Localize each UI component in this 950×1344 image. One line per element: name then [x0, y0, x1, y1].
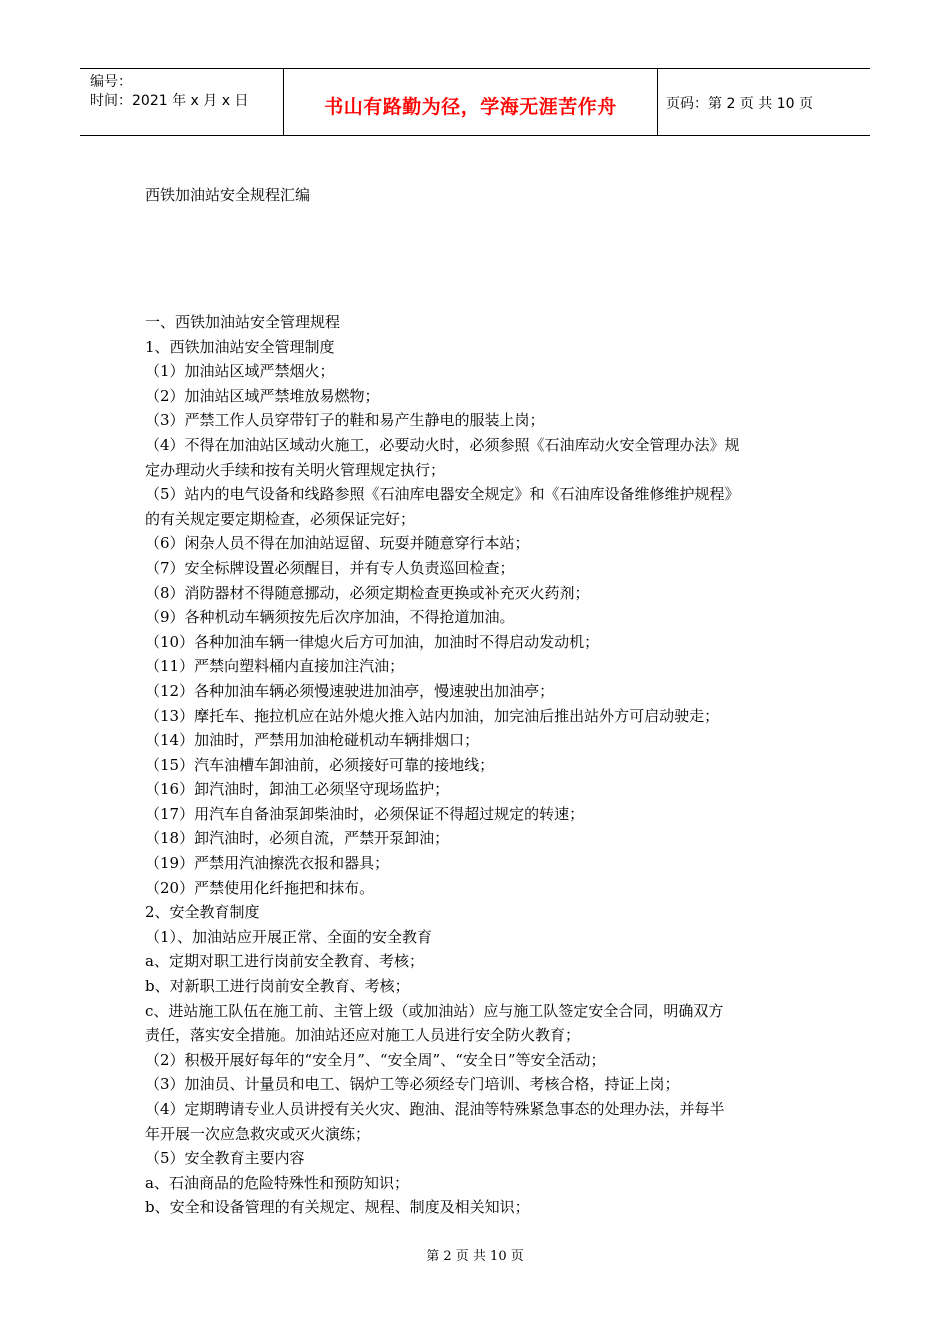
body-text-line: （18）卸汽油时，必须自流，严禁开泵卸油；	[145, 829, 450, 848]
body-text-line: （5）安全教育主要内容	[145, 1149, 305, 1168]
body-text-line: （4）定期聘请专业人员讲授有关火灾、跑油、混油等特殊紧急事态的处理办法，并每半	[145, 1100, 725, 1118]
body-text-line: （17）用汽车自备油泵卸柴油时，必须保证不得超过规定的转速；	[145, 804, 585, 823]
body-text-line: （3）加油员、计量员和电工、锅炉工等必须经专门培训、考核合格，持证上岗；	[145, 1075, 680, 1094]
header-page-info: 页码：第 2 页 共 10 页	[666, 96, 813, 112]
body-text-line: （19）严禁用汽油擦洗衣报和器具；	[145, 854, 390, 873]
document-number-label: 编号：	[90, 74, 132, 90]
header-meta	[80, 69, 283, 135]
body-text-line: c、进站施工队伍在施工前、主管上级（或加油站）应与施工队签定安全合同，明确双方	[145, 1001, 724, 1020]
body-text-line: 1、西铁加油站安全管理制度	[145, 337, 335, 356]
body-text-line: 2、安全教育制度	[145, 903, 260, 922]
body-text-line: 的有关规定要定期检查，必须保证完好；	[145, 509, 416, 528]
body-text-line: b、安全和设备管理的有关规定、规程、制度及相关知识；	[145, 1198, 530, 1217]
body-text-line: （13）摩托车、拖拉机应在站外熄火推入站内加油，加完油后推出站外方可启动驶走；	[145, 706, 720, 725]
body-text-line: 一、西铁加油站安全管理规程	[145, 313, 341, 331]
body-text-line: 年开展一次应急救灾或灭火演练；	[145, 1124, 371, 1143]
header-motto: 书山有路勤为径，学海无涯苦作舟	[324, 95, 617, 118]
body-text-line: （7）安全标牌设置必须醒目，并有专人负责巡回检查；	[145, 558, 515, 577]
body-text-line: （2）加油站区域严禁堆放易燃物；	[145, 386, 380, 405]
body-text-line: （4）不得在加油站区域动火施工，必要动火时，必须参照《石油库动火安全管理办法》规	[145, 435, 740, 454]
body-text-line: （6）闲杂人员不得在加油站逗留、玩耍并随意穿行本站；	[145, 534, 530, 553]
body-text-line: （1）加油站区域严禁烟火；	[145, 362, 335, 381]
body-text-line: （15）汽车油槽车卸油前，必须接好可靠的接地线；	[145, 755, 495, 774]
page-footer: 第 2 页 共 10 页	[426, 1249, 524, 1264]
body-text-line: （9）各种机动车辆须按先后次序加油，不得抢道加油。	[145, 608, 515, 627]
body-text-line: （14）加油时，严禁用加油枪碰机动车辆排烟口；	[145, 731, 480, 750]
body-text-line: （5）站内的电气设备和线路参照《石油库电器安全规定》和《石油库设备维修维护规程》	[145, 485, 740, 504]
body-text-line: （16）卸汽油时，卸油工必须坚守现场监护；	[145, 780, 450, 799]
header-motto-cell	[283, 69, 658, 135]
page-header	[80, 68, 870, 136]
body-text-line: 责任，落实安全措施。加油站还应对施工人员进行安全防火教育；	[145, 1026, 581, 1045]
body-text-line: a、石油商品的危险特殊性和预防知识；	[145, 1173, 409, 1192]
body-text-line: a、定期对职工进行岗前安全教育、考核；	[145, 952, 424, 971]
body-text-line: （3）严禁工作人员穿带钉子的鞋和易产生静电的服装上岗；	[145, 411, 545, 430]
document-body	[145, 310, 811, 1220]
document-date-label: 时间：2021 年 x 月 x 日	[90, 93, 249, 109]
body-text-line: （1）、加油站应开展正常、全面的安全教育	[145, 927, 433, 946]
body-text-line: （11）严禁向塑料桶内直接加注汽油；	[145, 657, 405, 676]
body-text-line: （8）消防器材不得随意挪动，必须定期检查更换或补充灭火药剂；	[145, 583, 590, 602]
body-text-line: 定办理动火手续和按有关明火管理规定执行；	[145, 460, 446, 479]
body-text-line: b、对新职工进行岗前安全教育、考核；	[145, 977, 410, 996]
body-text-line: （12）各种加油车辆必须慢速驶进加油亭，慢速驶出加油亭；	[145, 681, 555, 700]
document-title: 西铁加油站安全规程汇编	[145, 186, 311, 204]
body-text-line: （10）各种加油车辆一律熄火后方可加油，加油时不得启动发动机；	[145, 632, 600, 651]
body-text-line: （20）严禁使用化纤拖把和抹布。	[145, 878, 375, 897]
body-text-line: （2）积极开展好每年的“安全月”、“安全周”、“安全日”等安全活动；	[145, 1050, 606, 1069]
